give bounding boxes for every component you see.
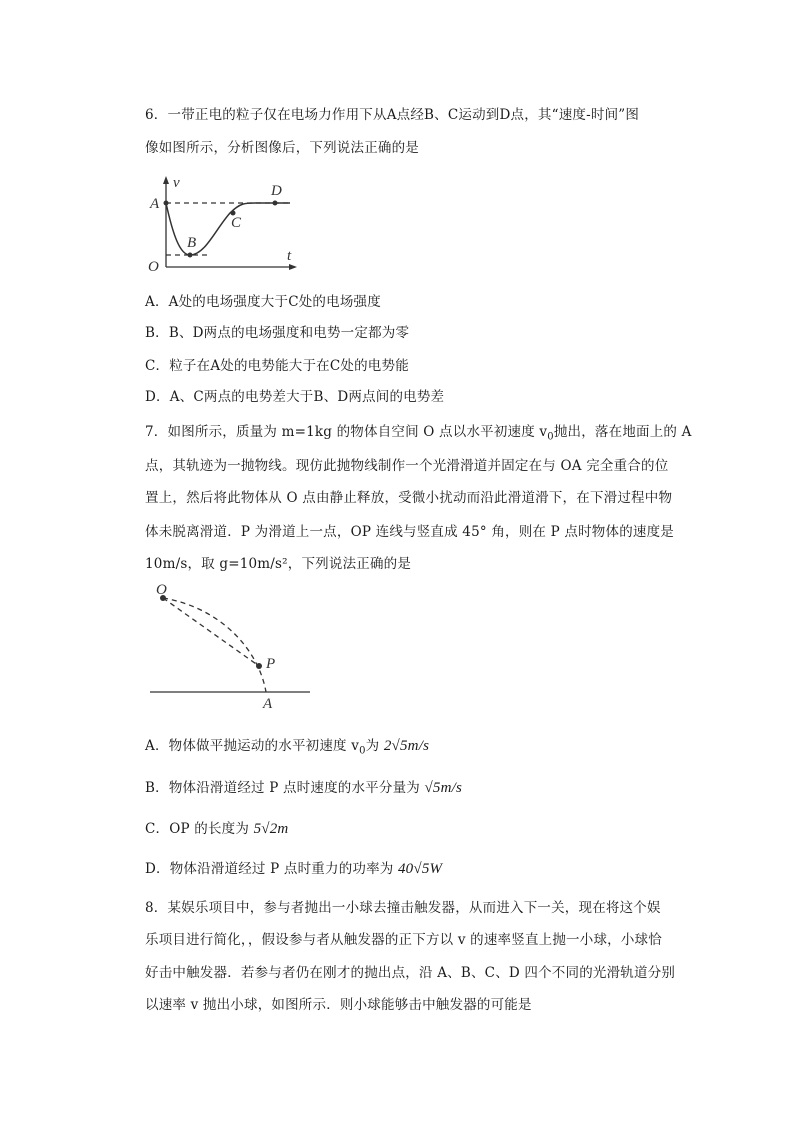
q7-fig-label-A: A: [263, 696, 273, 712]
q7-option-b-text: B．物体沿滑道经过 P 点时速度的水平分量为: [145, 780, 425, 796]
q7-fig-label-P: P: [266, 656, 276, 672]
q7-option-b: [145, 776, 462, 797]
q6-fig-label-D: D: [271, 183, 282, 199]
q8-stem-line1: 8．某娱乐项目中，参与者抛出一小球去撞击触发器，从而进入下一关，现在将这个娱: [145, 900, 661, 916]
q7-fig-label-O: O: [156, 582, 167, 598]
q7-option-d: [145, 857, 442, 878]
q6-fig-label-A: A: [150, 196, 160, 212]
q7-stem-line1a: 7．如图所示，质量为 m=1kg 的物体自空间 O 点以水平初速度 v: [145, 424, 548, 440]
q7-option-b-value: √5m/s: [424, 780, 463, 796]
q7-stem-line5: 10m/s，取 g=10m/s²，下列说法正确的是: [145, 556, 412, 572]
q7-option-a: [145, 734, 429, 757]
q6-stem-line2: 像如图所示，分析图像后，下列说法正确的是: [145, 140, 419, 156]
q7-option-d-text: D．物体沿滑道经过 P 点时重力的功率为: [145, 861, 398, 877]
q7-option-c-value: 5√2m: [253, 821, 289, 837]
q7-option-a-value: 2√5m/s: [383, 738, 430, 754]
q7-option-a-text: A．物体做平抛运动的水平初速度 v: [145, 738, 360, 754]
q7-option-c: [145, 817, 288, 838]
q7-stem-line3: 置上，然后将此物体从 O 点由静止释放，受微小扰动而沿此滑道滑下，在下滑过程中物: [145, 490, 673, 506]
q6-velocity-time-graph: [145, 175, 295, 275]
q7-option-d-value: 40√5W: [397, 861, 443, 877]
q6-fig-label-B: B: [187, 235, 197, 251]
q6-option-a: A．A处的电场强度大于C处的电场强度: [145, 294, 381, 310]
q6-option-d: D．A、C两点的电势差大于B、D两点间的电势差: [145, 389, 445, 405]
q7-stem-line2: 点，其轨迹为一抛物线。现仿此抛物线制作一个光滑滑道并固定在与 OA 完全重合的位: [145, 458, 669, 474]
q7-stem-sub: 0: [547, 431, 554, 443]
q7-stem-line1b: 抛出，落在地面上的 A: [553, 424, 692, 440]
q7-option-a-text2: 为: [365, 738, 384, 754]
q7-option-c-text: C．OP 的长度为: [145, 821, 254, 837]
q6-option-b: B．B、D两点的电场强度和电势一定都为零: [145, 325, 410, 341]
q8-stem-line4: 以速率 v 抛出小球，如图所示．则小球能够击中触发器的可能是: [145, 997, 532, 1013]
q7-option-a-sub: 0: [359, 745, 366, 757]
q6-fig-label-v: v: [173, 175, 180, 191]
q6-fig-label-C: C: [231, 215, 242, 231]
q8-stem-line2: 乐项目进行简化，，假设参与者从触发器的正下方以 v 的速率竖直上抛一小球，小球恰: [145, 932, 662, 948]
q6-fig-label-t: t: [287, 248, 292, 264]
q8-stem-line3: 好击中触发器．若参与者仍在刚才的抛出点，沿 A、B、C、D 四个不同的光滑轨道分别: [145, 965, 676, 981]
q7-stem-line4: 体未脱离滑道．P 为滑道上一点，OP 连线与竖直成 45° 角，则在 P 点时物体的速度是: [145, 524, 674, 540]
q6-stem-line1: 6．一带正电的粒子仅在电场力作用下从A点经B、C运动到D点，其“速度-时间”图: [145, 107, 640, 123]
q7-stem-line1: [145, 420, 692, 443]
q6-option-c: C．粒子在A处的电势能大于在C处的电势能: [145, 358, 409, 374]
q6-fig-label-O: O: [148, 259, 159, 275]
q7-trajectory-figure: [148, 582, 318, 712]
